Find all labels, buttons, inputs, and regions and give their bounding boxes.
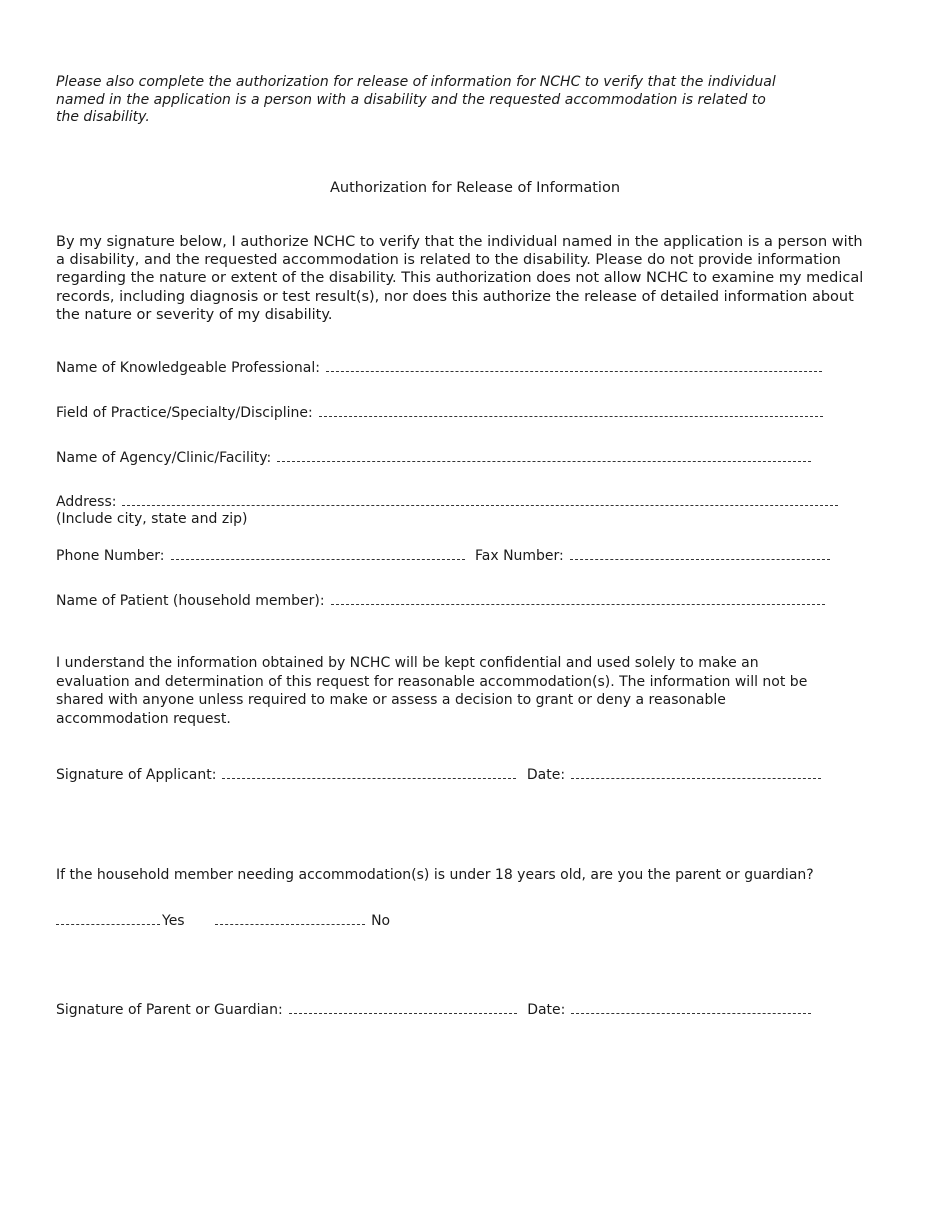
fax-label: Fax Number: (474, 548, 564, 564)
agency-label: Name of Agency/Clinic/Facility: (56, 450, 272, 466)
yes-input-line[interactable] (56, 912, 160, 925)
address-note: (Include city, state and zip) (56, 511, 248, 527)
agency-input-line[interactable] (277, 449, 811, 462)
guardian-signature-row (56, 1001, 811, 1018)
applicant-date-label: Date: (526, 767, 566, 783)
phone-input-line[interactable] (171, 547, 465, 560)
patient-input-line[interactable] (331, 592, 825, 605)
agency-row (56, 449, 811, 466)
address-label: Address: (56, 494, 117, 510)
no-input-line[interactable] (215, 912, 365, 925)
patient-label: Name of Patient (household member): (56, 593, 325, 609)
phone-label: Phone Number: (56, 548, 165, 564)
page-title: Authorization for Release of Information (329, 180, 621, 196)
guardian-signature-label: Signature of Parent or Guardian: (56, 1002, 283, 1018)
applicant-signature-row (56, 766, 821, 783)
guardian-date-label: Date: (527, 1002, 566, 1018)
authorization-paragraph: By my signature below, I authorize NCHC to verify that the individual named in the application is a person with a disability, and the requested accommodation is related to the disability. Please do not provide information regarding the nature or extent of the disability. This authorization does not allow NCHC to examine my medical records, including diagnosis or test result(s), nor does this authorize the release of detailed information about the nature or severity of my disability. (56, 234, 864, 323)
guardian-date-line[interactable] (571, 1001, 811, 1014)
professional-input-line[interactable] (326, 359, 822, 372)
address-input-line[interactable] (122, 493, 838, 506)
applicant-date-line[interactable] (571, 766, 821, 779)
applicant-signature-label: Signature of Applicant: (56, 767, 217, 783)
guardian-signature-line[interactable] (289, 1001, 517, 1014)
professional-row (56, 359, 822, 376)
patient-row (56, 592, 825, 609)
yes-no-row (56, 912, 390, 929)
phone-fax-row (56, 547, 830, 564)
field-of-practice-label: Field of Practice/Specialty/Discipline: (56, 405, 313, 421)
intro-instruction: Please also complete the authorization for release of information for NCHC to verify that the individual named in the application is a person with a disability and the requested accommodation is related to the disability. (56, 74, 776, 125)
address-row (56, 493, 838, 510)
field-of-practice-input-line[interactable] (319, 404, 823, 417)
confidentiality-paragraph: I understand the information obtained by NCHC will be kept confidential and used solely to make an evaluation and determination of this request for reasonable accommodation(s). The information will not be shared with anyone unless required to make or assess a decision to grant or deny a reasonable accommodation request. (56, 655, 808, 727)
field-of-practice-row (56, 404, 823, 421)
guardian-question: If the household member needing accommodation(s) is under 18 years old, are you the parent or guardian? (56, 867, 814, 883)
applicant-signature-line[interactable] (222, 766, 516, 779)
no-label: No (371, 913, 391, 929)
yes-label: Yes (162, 913, 185, 929)
fax-input-line[interactable] (570, 547, 830, 560)
professional-label: Name of Knowledgeable Professional: (56, 360, 320, 376)
